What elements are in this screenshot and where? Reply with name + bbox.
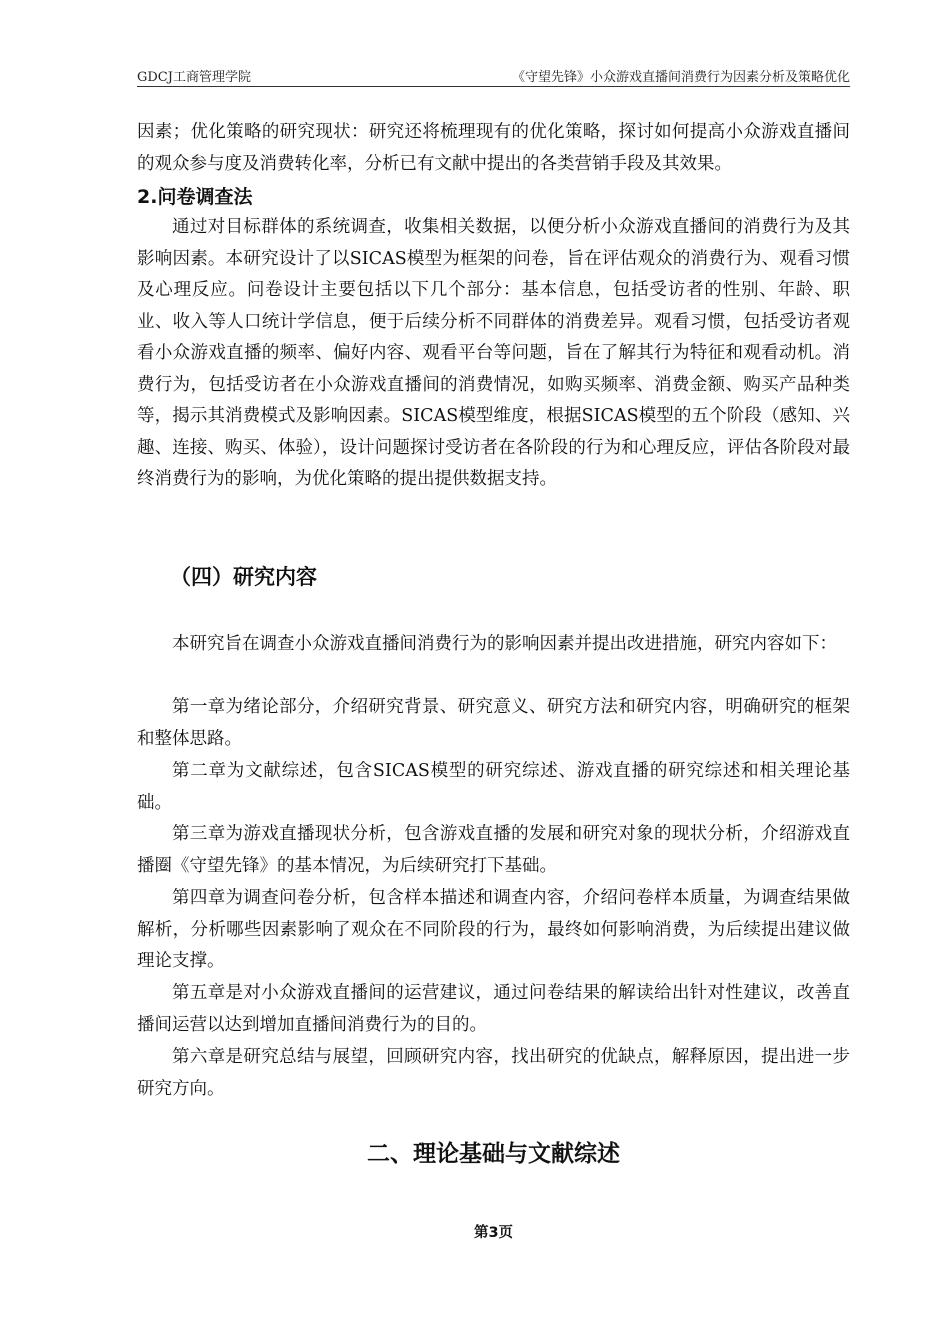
header-thesis-title: 《守望先锋》小众游戏直播间消费行为因素分析及策略优化 [511,70,850,85]
paragraph-chapter-5: 第五章是对小众游戏直播间的运营建议，通过问卷结果的解读给出针对性建议，改善直播间运营以达到增加直播间消费行为的目的。 [137,983,850,1035]
paragraph-chapter-1: 第一章为绪论部分，介绍研究背景、研究意义、研究方法和研究内容，明确研究的框架和整体思路。 [137,697,850,749]
heading-chapter-two: 二、理论基础与文献综述 [367,1141,620,1167]
header-institution: GDCJ工商管理学院 [137,70,251,85]
paragraph-chapter-3: 第三章为游戏直播现状分析，包含游戏直播的发展和研究对象的现状分析，介绍游戏直播圈《守望先锋》的基本情况，为后续研究打下基础。 [137,824,850,876]
paragraph-chapter-4: 第四章为调查问卷分析，包含样本描述和调查内容，介绍问卷样本质量，为调查结果做解析，分析哪些因素影响了观众在不同阶段的行为，最终如何影响消费，为后续提出建议做理论支撑。 [137,888,850,971]
page-header [137,62,850,87]
paragraph-research-intro: 本研究旨在调查小众游戏直播间消费行为的影响因素并提出改进措施，研究内容如下： [172,634,837,654]
page-number: 第3页 [473,1225,514,1241]
paragraph-optimization-status: 因素；优化策略的研究现状：研究还将梳理现有的优化策略，探讨如何提高小众游戏直播间的观众参与度及消费转化率，分析已有文献中提出的各类营销手段及其效果。 [137,122,850,174]
paragraph-chapter-2: 第二章为文献综述，包含SICAS模型的研究综述、游戏直播的研究综述和相关理论基础。 [137,761,850,813]
heading-questionnaire-method: 2.问卷调查法 [137,186,253,208]
heading-research-content: （四）研究内容 [170,565,317,589]
paragraph-questionnaire-design: 通过对目标群体的系统调查，收集相关数据，以便分析小众游戏直播间的消费行为及其影响因素。本研究设计了以SICAS模型为框架的问卷，旨在评估观众的消费行为、观看习惯及心理反应。问卷设计主要包括以下几个部分：基本信息，包括受访者的性别、年龄、职业、收入等人口统计学信息，便于后续分析不同群体的消费差异。观看习惯，包括受访者观看小众游戏直播的频率、偏好内容、观看平台等问题，旨在了解其行为特征和观看动机。消费行为，包括受访者在小众游戏直播间的消费情况，如购买频率、消费金额、购买产品种类等，揭示其消费模式及影响因素。SICAS模型维度，根据SICAS模型的五个阶段（感知、兴趣、连接、购买、体验），设计问题探讨受访者在各阶段的行为和心理反应，评估各阶段对最终消费行为的影响，为优化策略的提出提供数据支持。 [137,217,850,489]
paragraph-chapter-6: 第六章是研究总结与展望，回顾研究内容，找出研究的优缺点，解释原因，提出进一步研究方向。 [137,1047,850,1099]
